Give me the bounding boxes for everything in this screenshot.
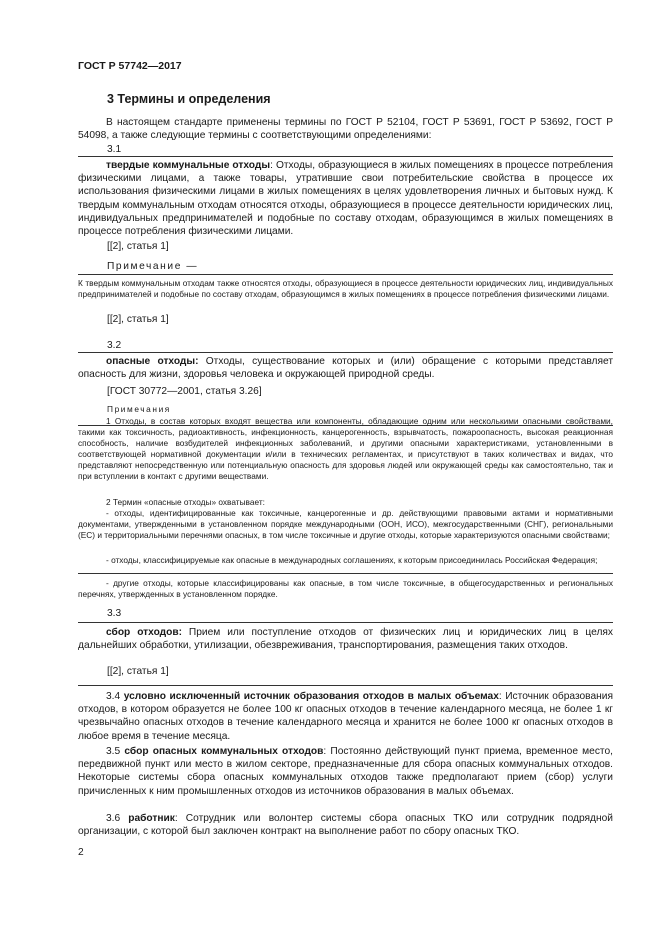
term-3-4 xyxy=(78,690,613,743)
term-3-1-note-label: Примечание — xyxy=(107,261,199,272)
term-3-1-definition xyxy=(78,159,613,238)
term-3-2-note-2: 2 Термин «опасные отходы» охватывает: xyxy=(106,497,265,507)
term-number-3-3: 3.3 xyxy=(107,608,122,619)
term-3-1-text: : Отходы, образующиеся в жилых помещениях в процессе потребления физическими лицами, а также товары, утратившие свои потребительские свойства в процессе их использования физическими лицами в жилых помещениях в целях удовлетворения личных и бытовых нужд. К твердым коммунальным отходам относятся отходы, образующиеся в процессе деятельности юридических лиц, индивидуальных предпринимателей и подобные по составу отходам, образующимся в жилых помещениях в процессе потребления физическими лицами. xyxy=(78,160,613,238)
term-3-6-text: : Сотрудник или волонтер системы сбора опасных ТКО или сотрудник подрядной организации, с которой был заключен контракт на выполнение работ по сбору опасных ТКО. xyxy=(78,813,613,838)
term-3-5-number: 3.5 xyxy=(106,746,121,757)
term-3-4-number: 3.4 xyxy=(106,691,121,702)
term-3-3-text: Прием или поступление отходов от физических лиц и юридических лиц в целях дальнейших обработки, утилизации, обезвреживания, транспортирования, размещения таких отходов. xyxy=(78,627,613,652)
term-number-3-2: 3.2 xyxy=(107,340,122,351)
document-header: ГОСТ Р 57742—2017 xyxy=(78,60,182,72)
term-3-2-notes-label: Примечания xyxy=(107,404,171,414)
term-3-2-ref: [ГОСТ 30772—2001, статья 3.26] xyxy=(107,386,262,397)
term-3-1-ref: [[2], статья 1] xyxy=(107,241,169,252)
page-number: 2 xyxy=(78,847,84,858)
term-3-2-note-1: 1 Отходы, в состав которых входят вещества или компоненты, обладающие одним или несколькими опасными свойствами, такими как токсичность, радиоактивность, инфекционность, канцерогенность, взрывчатость, пожароопасность, высокая реакционная способность, наличие возбудителей инфекционных заболеваний, и другими опасными характеристиками, установленными в соответствующей нормативной документации и/или в технических регламентах, и присутствуют в таких количествах и видах, что представляют непосредственную или потенциальную опасность для здоровья людей или окружающей среды как самостоятельно, так и при вступлении в контакт с другими веществами. xyxy=(78,416,613,481)
term-3-4-text: : Источник образования отходов, в котором образуется не более 100 кг опасных отходов в течение календарного месяца, не более 1 кг чрезвычайно опасных отходов в течение календарного месяца и хранится не более 1000 кг опасных отходов в любое время в течение месяца. xyxy=(78,691,613,742)
term-3-2-note-2a: - отходы, идентифицированные как токсичные, канцерогенные и др. действующими правовыми актами и нормативными документами, утвержденными в установленном порядке международными (ООН, ИСО), межгосударственными (СНГ), региональными (ЕС) и территориальными перечнями опасных, в том числе токсичные и другие отходы, которые характеризуются опасными свойствами; xyxy=(78,508,613,540)
term-3-3-title: сбор отходов: xyxy=(106,627,182,638)
term-3-2-note-2b: - отходы, классифицируемые как опасные в международных соглашениях, к которым присоединилась Российская Федерация; xyxy=(106,555,598,565)
term-3-3-ref: [[2], статья 1] xyxy=(107,666,169,677)
term-3-1-note-ref: [[2], статья 1] xyxy=(107,314,169,325)
term-3-6 xyxy=(78,812,613,838)
term-3-2-title: опасные отходы: xyxy=(106,356,199,367)
term-number-3-1: 3.1 xyxy=(107,144,122,155)
term-3-2-note-2c: - другие отходы, которые классифицированы как опасные, в том числе токсичные, в общегосударственных и региональных перечнях, утвержденных в установленном порядке. xyxy=(78,578,613,599)
term-3-5-text: : Постоянно действующий пункт приема, временное место, передвижной пункт или место в жилом секторе, предназначенные для сбора опасных коммунальных отходов. Некоторые системы сбора опасных коммунальных отходов также предполагают прием (сбор) услуги причисленных к ним промышленных отходов из источников образования в малых объемах. xyxy=(78,746,613,797)
term-3-2-text: Отходы, существование которых и (или) обращение с которыми представляет опасность для жизни, здоровья человека и окружающей природной среды. xyxy=(78,356,613,381)
term-3-2-definition xyxy=(78,355,613,381)
term-3-6-title: работник xyxy=(128,813,175,824)
term-3-3-definition xyxy=(78,626,613,652)
term-3-5-title: сбор опасных коммунальных отходов xyxy=(124,746,324,757)
term-3-1-note: К твердым коммунальным отходам также относятся отходы, образующиеся в процессе деятельности юридических лиц, индивидуальных предпринимателей и подобные по составу отходам, образующимся в жилых помещениях в процессе потребления физическими лицами. xyxy=(78,278,613,299)
intro-paragraph: В настоящем стандарте применены термины по ГОСТ Р 52104, ГОСТ Р 53691, ГОСТ Р 53692, ГОСТ Р 54098, а также следующие термины с соответствующими определениями: xyxy=(78,117,613,142)
term-3-6-number: 3.6 xyxy=(106,813,121,824)
section-title: 3 Термины и определения xyxy=(107,92,271,106)
term-3-1-title: твердые коммунальные отходы xyxy=(106,160,271,171)
term-3-5 xyxy=(78,745,613,798)
note-divider xyxy=(78,274,613,275)
term-3-4-title: условно исключенный источник образования отходов в малых объемах xyxy=(123,691,499,702)
